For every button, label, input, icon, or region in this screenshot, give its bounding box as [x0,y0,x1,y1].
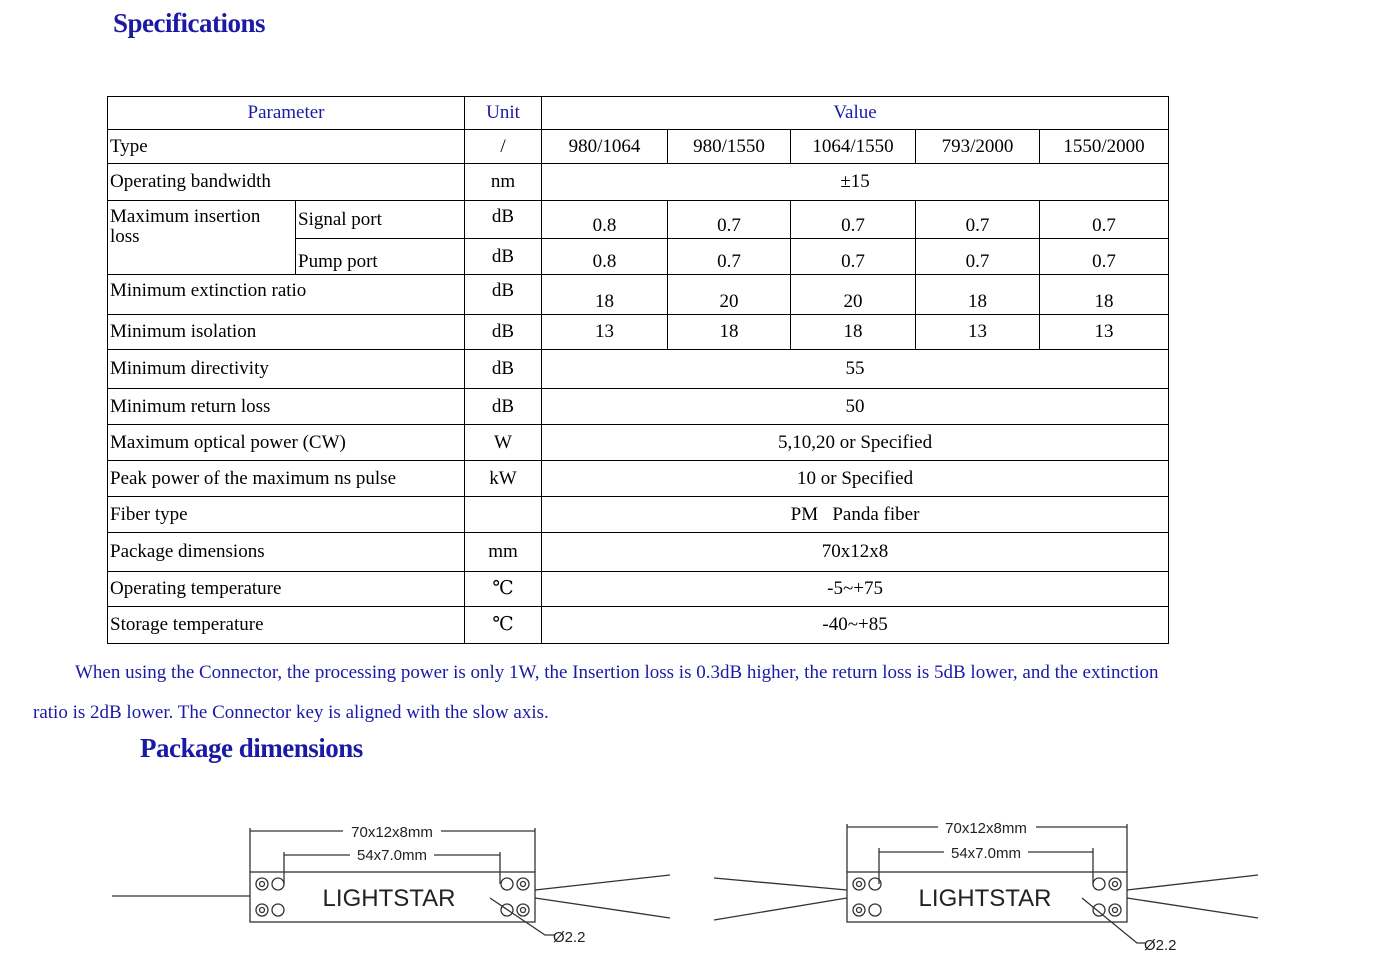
row-value: ±15 [542,164,1169,201]
value-cell: 0.7 [1040,201,1169,239]
mount-hole [256,878,268,890]
type-cell: 980/1550 [668,130,791,164]
value-cell: 0.7 [791,239,916,275]
mount-hole [853,878,865,890]
table-row-return-loss [108,389,1169,425]
row-label: Minimum extinction ratio [108,275,465,315]
row-label: Peak power of the maximum ns pulse [108,461,465,497]
specifications-heading: Specifications [113,8,265,38]
mount-hole [517,878,529,890]
mount-hole [256,904,268,916]
table-row-bandwidth [108,164,1169,201]
fiber-left-top [714,878,847,890]
row-unit: / [465,130,542,164]
value-cell: 18 [791,315,916,350]
row-label: Storage temperature [108,607,465,644]
mount-hole [1093,904,1105,916]
value-cell: 18 [916,275,1040,315]
value-cell: 18 [1040,275,1169,315]
value-cell: 0.7 [791,201,916,239]
row-label: Operating temperature [108,572,465,607]
type-cell: 1064/1550 [791,130,916,164]
row-unit: mm [465,533,542,572]
row-label: Fiber type [108,497,465,533]
row-label: Minimum directivity [108,350,465,389]
table-row-extinction [108,275,1169,315]
mount-hole [272,878,284,890]
brand-label: LIGHTSTAR [918,885,1052,912]
brand-label: LIGHTSTAR [322,885,456,912]
fiber-right-top [535,875,670,890]
type-cell: 980/1064 [542,130,668,164]
connector-note-line-1: When using the Connector, the processing power is only 1W, the Insertion loss is 0.3dB higher, the return loss is 5dB lower, and the extinction [75,662,1159,683]
table-row-type [108,130,1169,164]
value-cell: 18 [668,315,791,350]
sub-label: Signal port [296,201,465,239]
row-unit: nm [465,164,542,201]
sub-label: Pump port [296,239,465,275]
package-dimensions-heading: Package dimensions [140,733,363,763]
table-row-optical-power [108,425,1169,461]
specifications-table [107,96,1169,644]
value-cell: 20 [668,275,791,315]
overall-dimension-label: 70x12x8mm [351,824,433,841]
overall-dimension-label: 70x12x8mm [945,820,1027,837]
row-value: 55 [542,350,1169,389]
row-unit: dB [465,201,542,239]
mount-hole [1093,878,1105,890]
row-unit: ℃ [465,572,542,607]
row-value: 5,10,20 or Specified [542,425,1169,461]
fiber-right-top [1127,875,1258,890]
table-row-storage-temp [108,607,1169,644]
table-row-fiber-type [108,497,1169,533]
row-label: Minimum return loss [108,389,465,425]
row-value: 70x12x8 [542,533,1169,572]
row-value: -40~+85 [542,607,1169,644]
table-row-peak-power [108,461,1169,497]
value-cell: 0.8 [542,201,668,239]
package-drawing-left [100,800,680,960]
row-unit: dB [465,239,542,275]
row-label: Minimum isolation [108,315,465,350]
header-parameter: Parameter [108,97,465,130]
value-cell: 13 [916,315,1040,350]
value-cell: 0.7 [1040,239,1169,275]
table-header-row [108,97,1169,130]
row-value: 50 [542,389,1169,425]
fiber-diameter-label: Ø2.2 [1144,937,1177,954]
row-label: Maximum insertion loss [108,201,296,275]
fiber-diameter-label: Ø2.2 [553,929,586,946]
mount-hole [853,904,865,916]
row-unit: kW [465,461,542,497]
row-label: Operating bandwidth [108,164,465,201]
header-unit: Unit [465,97,542,130]
fiber-right-bottom [535,898,670,918]
value-cell: 18 [542,275,668,315]
value-cell: 20 [791,275,916,315]
mount-hole [1109,904,1121,916]
hole-dimension-label: 54x7.0mm [950,845,1022,862]
row-unit: dB [465,315,542,350]
type-cell: 793/2000 [916,130,1040,164]
row-unit: dB [465,350,542,389]
row-value: 10 or Specified [542,461,1169,497]
value-cell: 0.7 [916,239,1040,275]
fiber-left-bottom [714,898,847,920]
type-cell: 1550/2000 [1040,130,1169,164]
table-row-package [108,533,1169,572]
row-unit: dB [465,275,542,315]
row-label: Package dimensions [108,533,465,572]
table-row-directivity [108,350,1169,389]
row-value: -5~+75 [542,572,1169,607]
row-unit: dB [465,389,542,425]
row-label: Maximum optical power (CW) [108,425,465,461]
value-cell: 0.7 [668,239,791,275]
mount-hole [517,904,529,916]
fiber-right-bottom [1127,898,1258,918]
value-cell: 0.7 [916,201,1040,239]
header-value: Value [542,97,1169,130]
row-unit [465,497,542,533]
table-row-isolation [108,315,1169,350]
row-value: PM Panda fiber [542,497,1169,533]
mount-hole [272,904,284,916]
hole-dimension-label: 54x7.0mm [356,847,428,864]
row-label: Type [108,130,465,164]
table-row-insertion-signal [108,201,1169,239]
value-cell: 0.7 [668,201,791,239]
value-cell: 0.8 [542,239,668,275]
mount-hole [1109,878,1121,890]
table-row-operating-temp [108,572,1169,607]
mount-hole [501,878,513,890]
package-drawing-right [700,800,1280,960]
mount-hole [869,904,881,916]
value-cell: 13 [542,315,668,350]
row-unit: ℃ [465,607,542,644]
value-cell: 13 [1040,315,1169,350]
row-unit: W [465,425,542,461]
connector-note-line-2: ratio is 2dB lower. The Connector key is aligned with the slow axis. [33,702,549,723]
